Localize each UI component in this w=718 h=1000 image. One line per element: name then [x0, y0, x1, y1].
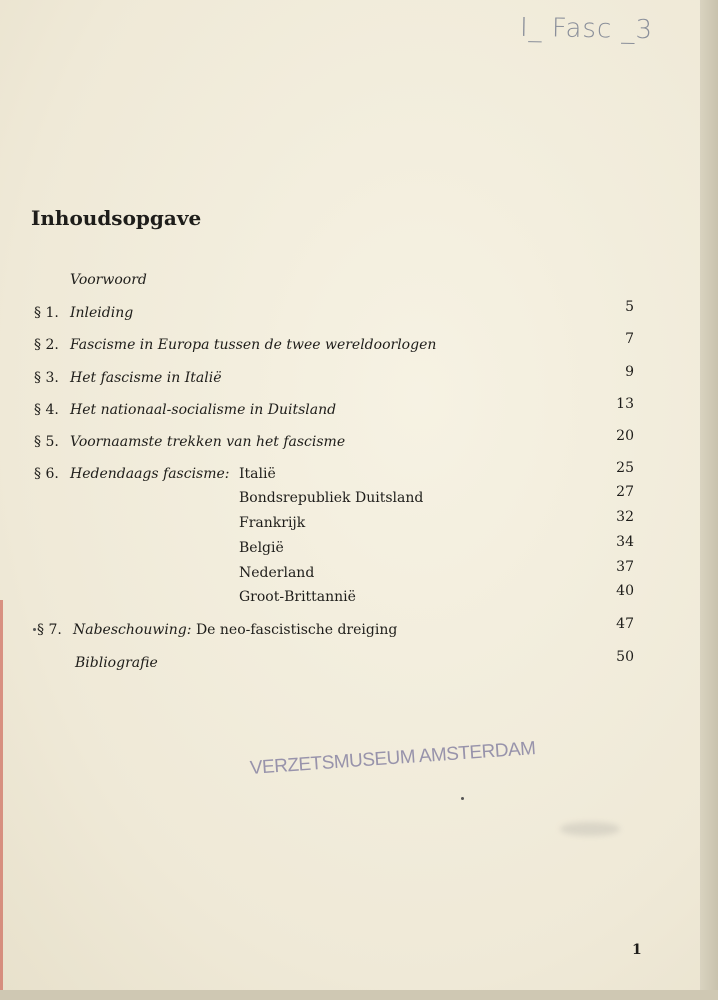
- toc-entry-page: 5: [625, 299, 634, 315]
- toc-subitem: [0, 484, 700, 512]
- toc-subitem-page: 34: [616, 534, 634, 550]
- toc-entry-label: Bibliografie: [75, 655, 158, 671]
- page-number: 1: [632, 942, 642, 958]
- toc-entry-number: § 7.: [37, 622, 62, 638]
- toc-entry-label: Inleiding: [70, 305, 134, 321]
- toc-entry-label: Hedendaags fascisme:: [70, 466, 230, 482]
- toc-subitem-label: Groot-Brittannië: [239, 589, 356, 605]
- toc-subitem: [0, 534, 700, 562]
- paper-speck: [461, 797, 464, 800]
- toc-subitem: [0, 559, 700, 587]
- paper-speck: [33, 628, 36, 631]
- toc-entry-number: § 6.: [34, 466, 59, 482]
- toc-entry-page: 9: [625, 364, 634, 380]
- toc-entry-4: [0, 396, 700, 424]
- toc-entry-bibliografie: [0, 649, 700, 677]
- toc-entry-3: [0, 364, 700, 392]
- toc-subitem-page: 32: [616, 509, 634, 525]
- toc-entry-page: 7: [625, 331, 634, 347]
- toc-entry-page: 50: [616, 649, 634, 665]
- toc-entry-label-plain: De neo-fascistische dreiging: [191, 622, 398, 638]
- toc-entry-label-italic: Nabeschouwing:: [73, 622, 192, 638]
- toc-subitem-page: 25: [616, 460, 634, 476]
- page-edge: [0, 990, 718, 1000]
- toc-entry-label: Voornaamste trekken van het fascisme: [70, 434, 346, 450]
- toc-entry-voorwoord: [0, 272, 700, 294]
- toc-subitem-page: 37: [616, 559, 634, 575]
- page-edge: [700, 0, 718, 1000]
- toc-entry-2: [0, 331, 700, 359]
- toc-subitem-page: 40: [616, 583, 634, 599]
- toc-entry-5: [0, 428, 700, 456]
- toc-entry-number: § 1.: [34, 305, 59, 321]
- toc-entry-page: 47: [616, 616, 634, 632]
- toc-subitem-label: Nederland: [239, 565, 315, 581]
- toc-entry-1: [0, 299, 700, 327]
- toc-subitem-page: 27: [616, 484, 634, 500]
- toc-subitem: [0, 583, 700, 611]
- museum-stamp: VERZETSMUSEUM AMSTERDAM: [249, 738, 537, 779]
- toc-entry-number: § 3.: [34, 370, 59, 386]
- toc-subitem: [0, 460, 700, 488]
- toc-entry-page: 13: [616, 396, 634, 412]
- toc-entry-7: [0, 616, 700, 644]
- toc-entry-label: Het nationaal-socialisme in Duitsland: [70, 402, 337, 418]
- toc-entry-label: Het fascisme in Italië: [70, 370, 222, 386]
- page-title: Inhoudsopgave: [31, 206, 202, 230]
- handwritten-note: I_ Fasc _3: [519, 12, 654, 46]
- toc-entry-number: § 5.: [34, 434, 59, 450]
- toc-subitem-label: Bondsrepubliek Duitsland: [239, 490, 424, 506]
- toc-subitem-label: Frankrijk: [239, 515, 306, 531]
- toc-subitem: [0, 509, 700, 537]
- toc-subitem-label: België: [239, 540, 284, 556]
- toc-entry-label: [73, 622, 397, 638]
- toc-entry-number: § 2.: [34, 337, 59, 353]
- paper-smudge: [560, 822, 620, 836]
- toc-subitem-label: Italië: [239, 466, 276, 482]
- toc-entry-number: § 4.: [34, 402, 59, 418]
- toc-entry-page: 20: [616, 428, 634, 444]
- toc-entry-label: Fascisme in Europa tussen de twee wereldoorlogen: [70, 337, 437, 353]
- toc-entry-label: Voorwoord: [70, 272, 147, 288]
